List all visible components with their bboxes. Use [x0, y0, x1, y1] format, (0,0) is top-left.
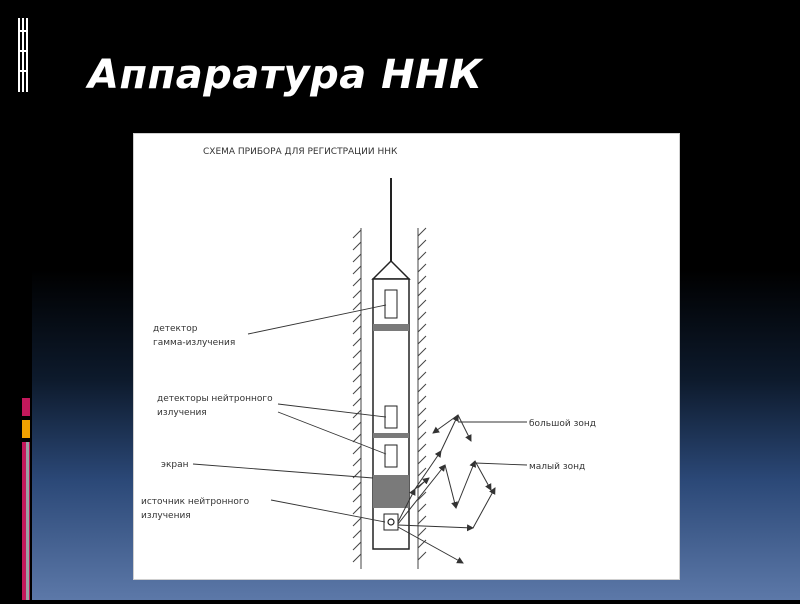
slide-title: Аппаратура ННК — [88, 52, 483, 98]
diagram-panel — [133, 133, 680, 580]
separator-1 — [373, 324, 409, 331]
gamma-detector — [385, 290, 397, 318]
sidebar-color-bars — [22, 398, 30, 600]
left-sidebar — [0, 0, 32, 600]
sidebar-top-lines — [18, 18, 28, 92]
label-long-probe: большой зонд — [529, 419, 596, 429]
diagram-caption: СХЕМА ПРИБОРА ДЛЯ РЕГИСТРАЦИИ ННК — [203, 147, 398, 157]
neutron-detector-far — [385, 406, 397, 428]
label-screen: экран — [161, 460, 189, 470]
neutron-source — [384, 514, 398, 530]
sidebar-decoration — [0, 0, 32, 600]
label-neutron-source-line1: источник нейтронного — [141, 497, 250, 507]
label-neutron-detectors-line1: детекторы нейтронного — [157, 394, 273, 404]
label-short-probe: малый зонд — [529, 462, 586, 472]
probe-diagram — [133, 133, 680, 580]
neutron-detector-near — [385, 445, 397, 467]
separator-2 — [373, 433, 409, 438]
label-neutron-source-line2: излучения — [141, 511, 191, 521]
label-gamma-detector-line2: гамма-излучения — [153, 338, 236, 348]
label-neutron-detectors-line2: излучения — [157, 408, 207, 418]
probe-body — [373, 261, 409, 549]
screen-block — [373, 475, 409, 508]
label-gamma-detector-line1: детектор — [153, 324, 198, 334]
